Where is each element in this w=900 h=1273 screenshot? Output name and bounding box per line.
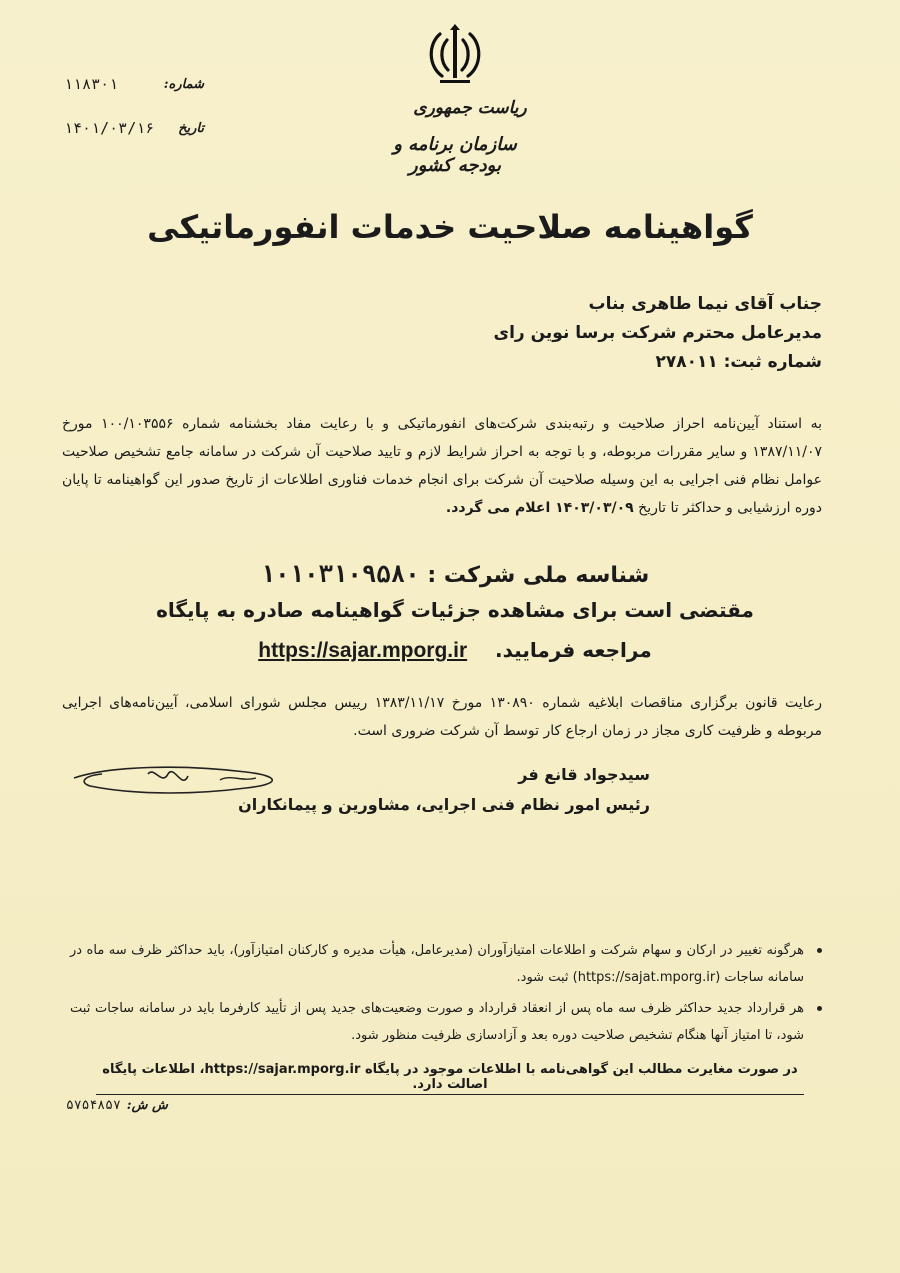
bullet-icon	[817, 1006, 822, 1011]
reference-date-row	[64, 106, 204, 150]
sajar-url-link[interactable]: https://sajar.mporg.ir	[258, 639, 468, 662]
reference-number-label: شماره:	[163, 76, 204, 92]
notes-list	[70, 937, 822, 1053]
validity-date: ۱۴۰۳/۰۳/۰۹	[555, 500, 634, 516]
bullet-icon	[817, 948, 822, 953]
tracking-number	[66, 1098, 168, 1113]
body-text-part2: اعلام می گردد.	[445, 500, 556, 516]
note-text: هرگونه تغییر در ارکان و سهام شرکت و اطلاعات امتیازآوران (مدیرعامل، هیأت مدیره و کارکنان امتیازآور)، باید حداکثر ظرف سه ماه در سامانه ساجات (https://sajat.mporg.ir) ثبت شود.	[70, 943, 804, 985]
body-text-part1: به استناد آیین‌نامه احراز صلاحیت و رتبه‌بندی شرکت‌های انفورماتیکی و با رعایت مفاد بخشنامه شماره ۱۰۰/۱۰۳۵۵۶ مورخ ۱۳۸۷/۱۱/۰۷ و سایر مقررات مربوطه، و با توجه به احراز شرایط لازم و تایید صلاحیت آن شرکت در سامانه جامع تشخیص صلاحیت عوامل نظام فنی اجرایی به این وسیله صلاحیت آن شرکت برای انجام خدمات فناوری اطلاعات از تاریخ صدور این گواهینامه تا پایان دوره ارزشیابی و حداکثر تا تاریخ	[62, 416, 822, 516]
tracking-value: ۵۷۵۴۸۵۷	[66, 1098, 121, 1113]
note-text: هر قرارداد جدید حداکثر ظرف سه ماه پس از انعقاد قرارداد و صورت وضعیت‌های جدید پس از تأیید کارفرما باید در سامانه ساجات ثبت شود، تا امتیاز آنها هنگام تشخیص صلاحیت دوره بعد و آزادسازی ظرفیت منظور شود.	[70, 1001, 804, 1043]
reference-block	[64, 62, 204, 150]
org-presidency: ریاست جمهوری	[413, 98, 527, 118]
reference-date-label: تاریخ	[178, 120, 204, 136]
addressee-position: مدیرعامل محترم شرکت برسا نوین رای	[493, 323, 822, 343]
national-id-label: شناسه ملی شرکت :	[427, 563, 650, 588]
signatory-name: سیدجواد قانع فر	[518, 765, 650, 784]
certificate-body-paragraph	[62, 410, 822, 522]
list-item	[70, 937, 822, 991]
national-id-line	[60, 560, 850, 588]
iran-emblem-icon	[420, 22, 490, 92]
reference-number-value: ۱۱۸۳۰۱	[64, 75, 119, 93]
list-item	[70, 995, 822, 1049]
addressee-name: جناب آقای نیما طاهری بناب	[588, 294, 822, 314]
details-url-line	[60, 638, 850, 663]
national-id-value: ۱۰۱۰۳۱۰۹۵۸۰	[260, 560, 420, 588]
authority-notice: در صورت مغایرت مطالب این گواهی‌نامه با اطلاعات موجود در پایگاه https://sajar.mporg.ir، اطلاعات پایگاه اصالت دارد.	[96, 1062, 804, 1095]
signatory-role: رئیس امور نظام فنی اجرایی، مشاورین و پیمانکاران	[238, 795, 650, 814]
addressee-block	[322, 290, 822, 377]
reference-number-row	[64, 62, 204, 106]
reference-date-value: ۱۴۰۱/۰۳/۱۶	[64, 119, 155, 137]
certificate-title: گواهینامه صلاحیت خدمات انفورماتیکی	[147, 208, 753, 246]
tracking-label: ش ش:	[126, 1098, 168, 1113]
details-instruction: مقتضی است برای مشاهده جزئیات گواهینامه صادره به پایگاه	[156, 598, 754, 622]
registration-number: شماره ثبت: ۲۷۸۰۱۱	[655, 352, 822, 372]
org-name: سازمان برنامه و بودجه کشور	[393, 134, 517, 176]
details-url-suffix: مراجعه فرمایید.	[495, 638, 652, 662]
tender-law-paragraph: رعایت قانون برگزاری مناقصات ابلاغیه شماره ۱۳۰۸۹۰ مورخ ۱۳۸۳/۱۱/۱۷ رییس مجلس شورای اسلامی، آیین‌نامه‌های اجرایی مربوطه و ظرفیت کاری مجاز در زمان ارجاع کار توسط آن شرکت ضروری است.	[62, 695, 822, 739]
